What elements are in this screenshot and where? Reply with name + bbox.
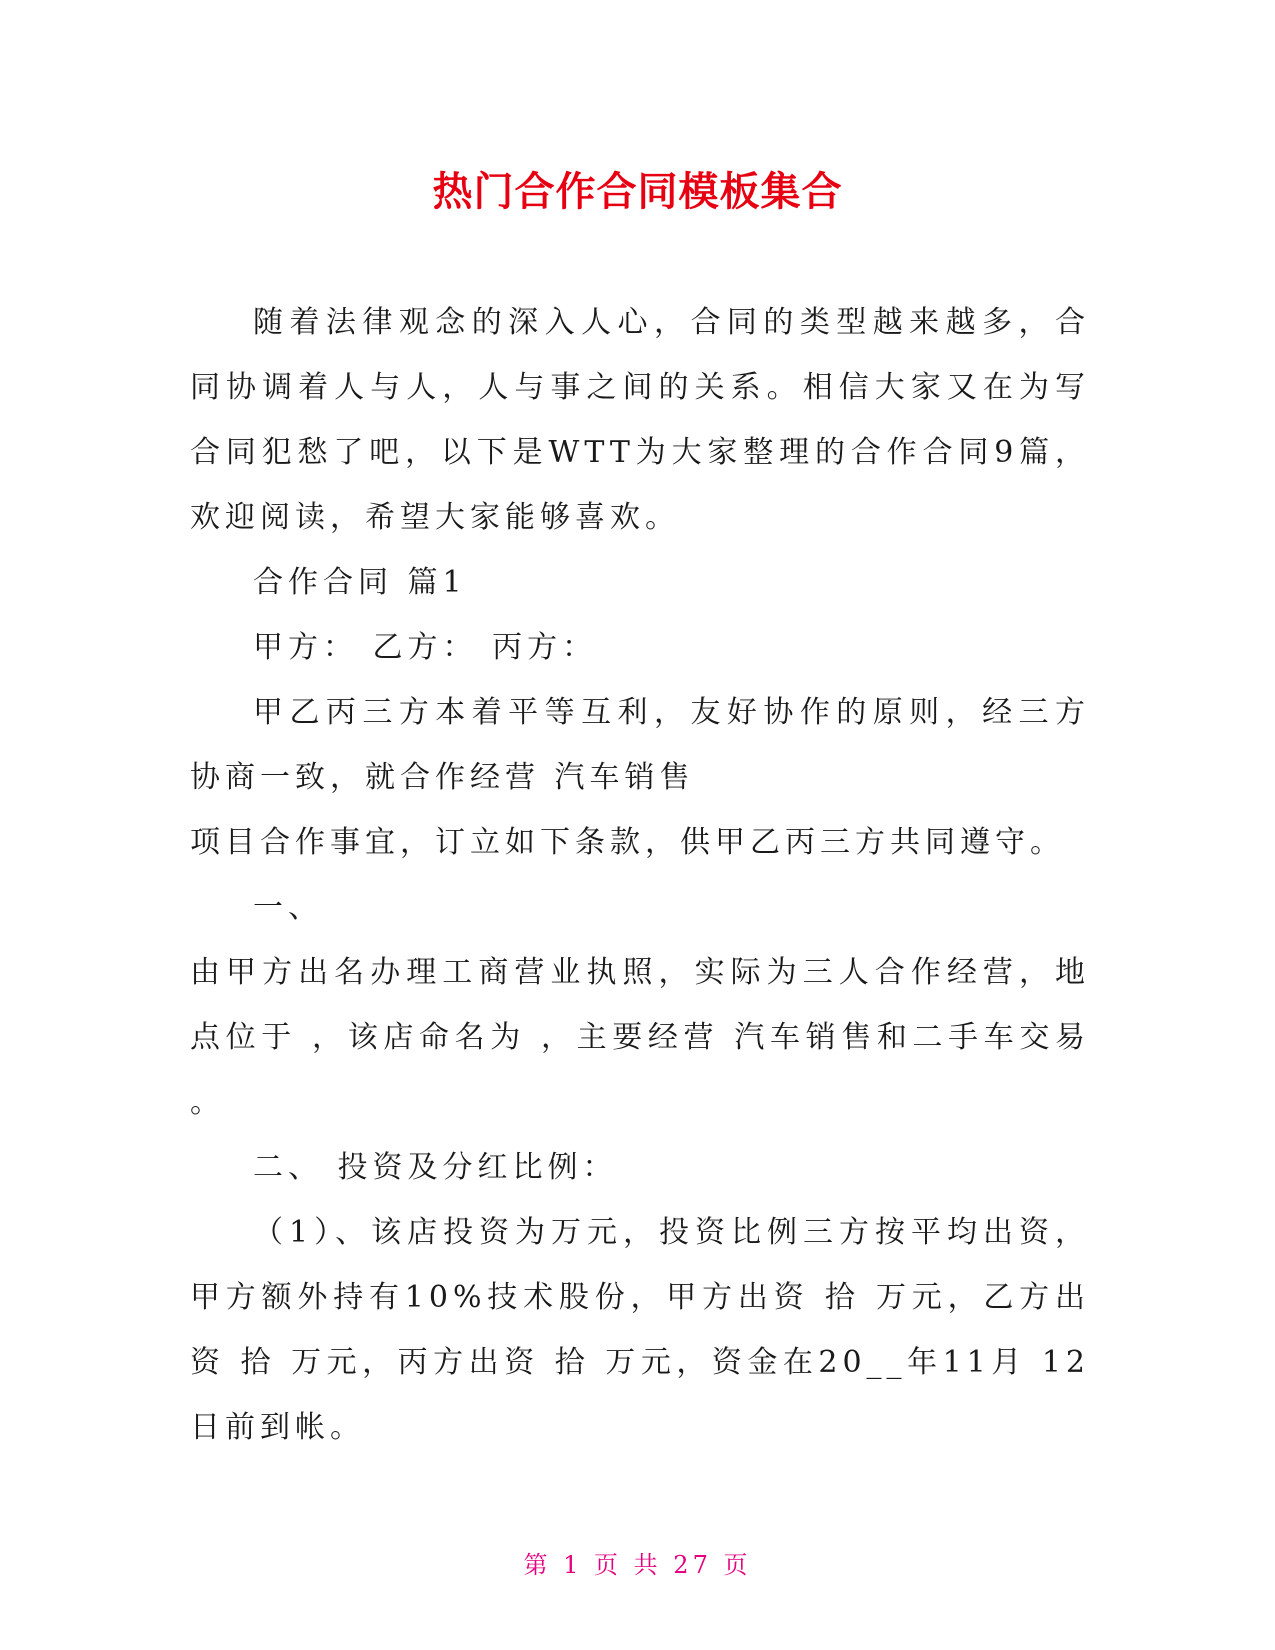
intro-paragraph: 随着法律观念的深入人心，合同的类型越来越多，合同协调着人与人，人与事之间的关系。相信大家又在为写合同犯愁了吧，以下是WTT为大家整理的合作合同9篇，欢迎阅读，希望大家能够喜欢。 [190,305,1090,535]
section-heading: 合作合同 篇1 [253,565,467,600]
page-footer: 第 1 页 共 27 页 [523,1551,752,1579]
document-body [190,290,1090,1460]
clause-one-text: 由甲方出名办理工商营业执照，实际为三人合作经营，地点位于 ，该店命名为 ，主要经营 汽车销售和二手车交易 。 [190,955,1090,1120]
agreement-paragraph: 甲乙丙三方本着平等互利，友好协作的原则，经三方协商一致，就合作经营 汽车销售 [190,695,1090,795]
clause-two-heading: 二、 投资及分红比例： [253,1150,618,1185]
document-title: 热门合作合同模板集合 [432,169,843,215]
clause-two-item-one: （1）、该店投资为万元，投资比例三方按平均出资，甲方额外持有10%技术股份，甲方出资 拾 万元，乙方出资 拾 万元，丙方出资 拾 万元，资金在20__年11月 12 日前到帐。 [190,1215,1090,1445]
agreement-continuation: 项目合作事宜，订立如下条款，供甲乙丙三方共同遵守。 [190,825,1065,860]
clause-one-heading: 一、 [253,890,323,925]
parties-line: 甲方： 乙方： 丙方： [253,630,598,665]
